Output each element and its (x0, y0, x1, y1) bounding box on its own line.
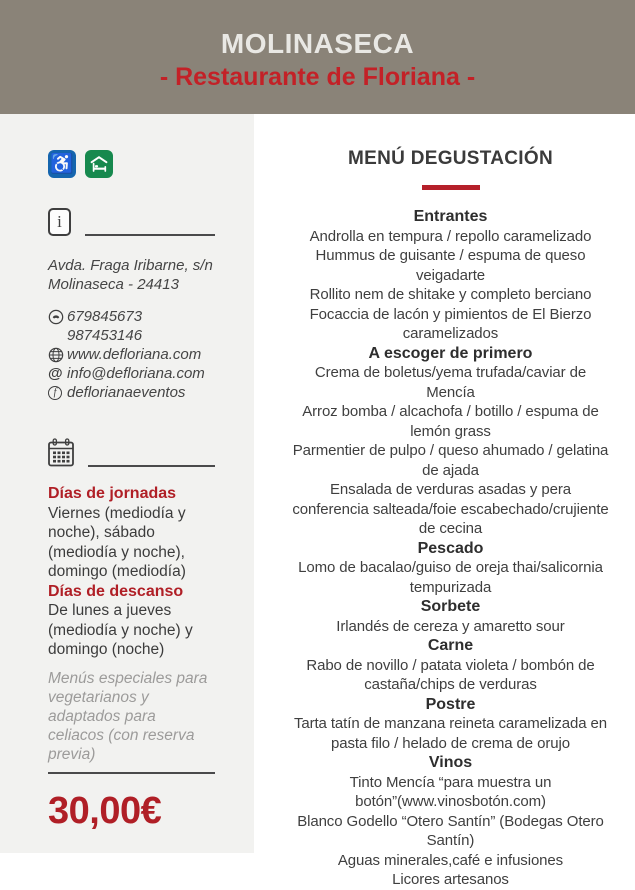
facebook-handle[interactable]: deflorianaeventos (67, 384, 186, 401)
email-link[interactable]: info@defloriana.com (67, 365, 205, 382)
closed-days-label: Días de descanso (48, 582, 184, 600)
email-at-icon: @ (48, 365, 63, 382)
contact-row-phone-2 (48, 326, 215, 345)
menu-item: Tarta tatín de manzana reineta caramelizada en pasta filo / helado de crema de orujo (293, 715, 608, 752)
schedule-divider-line (88, 465, 215, 467)
info-divider-line (85, 234, 215, 236)
menu-item: Ensalada de verduras asadas y pera conferencia salteada/foie escabechado/crujiente de cecina (292, 481, 609, 537)
address-line: Molinaseca - 24413 (48, 276, 179, 293)
address-block (48, 256, 215, 294)
menu-item: Focaccia de lacón y pimientos de El Bierzo caramelizados (309, 305, 592, 342)
feature-badges (48, 150, 215, 178)
course-items (290, 773, 611, 890)
menu-item: Lomo de bacalao/guiso de oreja thai/salicornia tempurizada (298, 559, 603, 596)
schedule-section-header (48, 438, 215, 467)
info-section-header (48, 208, 215, 236)
course-items (290, 227, 611, 344)
restaurant-town-title: MOLINASECA (220, 27, 415, 59)
info-sidebar (0, 114, 254, 853)
course-items (290, 558, 611, 597)
course-heading: A escoger de primero (368, 344, 533, 362)
calendar-icon (48, 438, 74, 467)
wheelchair-accessibility-icon (48, 150, 76, 178)
open-days-label: Días de jornadas (48, 485, 177, 502)
course-heading: Postre (425, 695, 476, 713)
phone-number: 987453146 (67, 327, 143, 344)
special-menus-note: Menús especiales para vegetarianos y adaptados para celiacos (con reserva previa) (48, 669, 208, 763)
course-items (290, 714, 611, 753)
menu-section (290, 636, 611, 695)
open-days-text: Viernes (mediodía y noche), sábado (mediodía y noche), domingo (mediodía) (48, 504, 186, 580)
menu-section (290, 695, 611, 754)
price-divider-line (48, 772, 215, 774)
menu-item: Tinto Mencía “para muestra un botón”(www.vinosbotón.com) (349, 773, 552, 810)
globe-icon (48, 347, 67, 363)
phone-number: 679845673 (67, 308, 143, 325)
menu-item: Rabo de novillo / patata violeta / bombón de castaña/chips de verduras (306, 656, 595, 693)
menu-item: Crema de boletus/yema trufada/caviar de Mencía (314, 364, 587, 401)
contact-list (48, 307, 215, 402)
lodging-bed-icon (85, 150, 113, 178)
course-heading: Entrantes (413, 208, 488, 225)
menu-section (290, 207, 611, 344)
course-items (290, 656, 611, 695)
title-underline-bar (422, 185, 480, 190)
menu-sections (290, 207, 611, 890)
menu-section (290, 539, 611, 598)
menu-section (290, 753, 611, 890)
menu-item: Hummus de guisante / espuma de queso veigadarte (315, 247, 586, 284)
menu-section (290, 597, 611, 636)
page-body (0, 114, 635, 888)
website-link[interactable]: www.defloriana.com (67, 346, 202, 363)
course-items (290, 617, 611, 637)
course-items (290, 363, 611, 539)
facebook-icon: f (48, 386, 67, 400)
menu-item: Androlla en tempura / repollo caramelizado (309, 227, 592, 245)
info-icon: i (48, 208, 71, 236)
menu-item: Rollito nem de shitake y completo berciano (309, 286, 592, 303)
menu-section (290, 344, 611, 539)
course-heading: Sorbete (420, 598, 481, 615)
course-heading: Vinos (428, 754, 473, 771)
closed-days-text: De lunes a jueves (mediodía y noche) y domingo (noche) (48, 602, 193, 658)
phone-icon (48, 309, 67, 325)
schedule-block (48, 484, 215, 660)
page-header (0, 0, 635, 114)
contact-row-email (48, 364, 215, 383)
tasting-menu-panel (254, 114, 635, 888)
menu-item: Aguas minerales,café e infusiones (337, 851, 564, 869)
menu-item: Licores artesanos (392, 871, 509, 888)
address-line: Avda. Fraga Iribarne, s/n (48, 257, 213, 274)
contact-row-website (48, 345, 215, 364)
menu-item: Irlandés de cereza y amaretto sour (336, 617, 565, 635)
contact-row-facebook (48, 383, 215, 402)
menu-item: Blanco Godello “Otero Santín” (Bodegas Otero Santín) (297, 812, 604, 849)
course-heading: Carne (427, 637, 474, 654)
menu-price: 30,00€ (48, 789, 162, 832)
menu-item: Arroz bomba / alcachofa / botillo / espuma de lemón grass (302, 403, 599, 440)
wheelchair-glyph: ♿ (50, 153, 74, 175)
menu-title: MENÚ DEGUSTACIÓN (347, 148, 553, 169)
restaurant-name-subtitle: - Restaurante de Floriana - (159, 62, 476, 91)
menu-item: Parmentier de pulpo / queso ahumado / gelatina de ajada (292, 442, 609, 479)
course-heading: Pescado (417, 539, 484, 557)
contact-row-phone (48, 307, 215, 326)
